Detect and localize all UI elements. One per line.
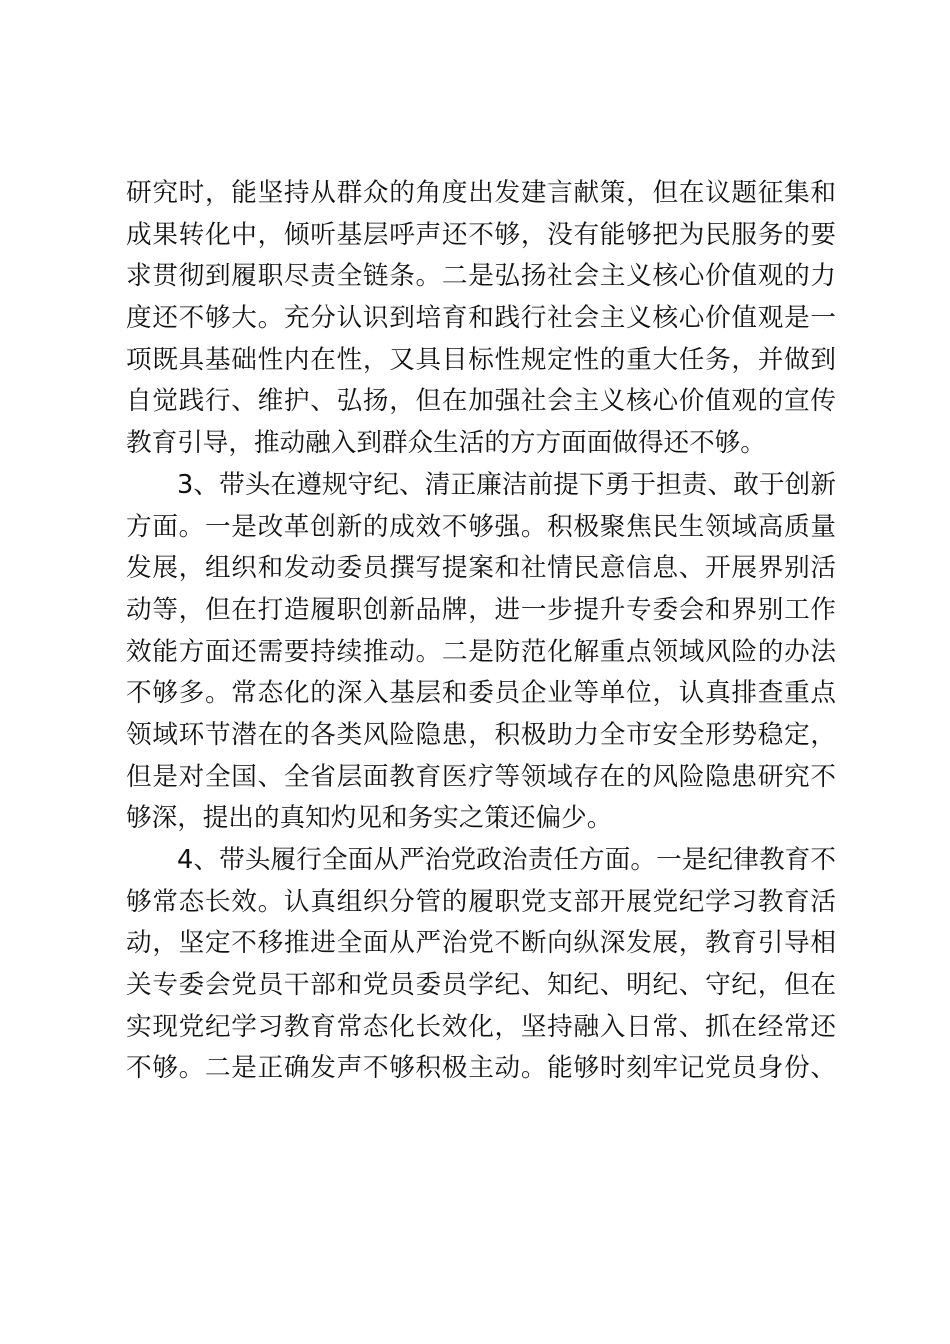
text-line: 自觉践行、维护、弘扬，但在加强社会主义核心价值观的宣传 (126, 386, 836, 417)
text-line: 成果转化中，倾听基层呼声还不够，没有能够把为民服务的要 (126, 219, 836, 250)
text-line: 研究时，能坚持从群众的角度出发建言献策，但在议题征集和 (126, 178, 836, 208)
text-line: 关专委会党员干部和党员委员学纪、知纪、明纪、守纪，但在 (126, 970, 836, 1001)
text-line: 效能方面还需要持续推动。二是防范化解重点领域风险的办法 (126, 636, 836, 667)
document-body (126, 173, 836, 1090)
text-line: 教育引导，推动融入到群众生活的方方面面做得还不够。 (126, 428, 766, 459)
text-line: 够常态长效。认真组织分管的履职党支部开展党纪学习教育活 (126, 886, 836, 917)
text-line: 但是对全国、全省层面教育医疗等领域存在的风险隐患研究不 (126, 761, 836, 792)
paragraph-start-line: 3、带头在遵规守纪、清正廉洁前提下勇于担责、敢于创新 (177, 469, 836, 500)
text-line: 不够多。常态化的深入基层和委员企业等单位，认真排查重点 (126, 678, 836, 709)
text-line: 方面。一是改革创新的成效不够强。积极聚焦民生领域高质量 (126, 511, 836, 542)
text-line: 领域环节潜在的各类风险隐患，积极助力全市安全形势稳定， (126, 719, 836, 750)
text-line: 度还不够大。充分认识到培育和践行社会主义核心价值观是一 (126, 303, 836, 334)
paragraph-start-line: 4、带头履行全面从严治党政治责任方面。一是纪律教育不 (177, 845, 836, 875)
text-line: 实现党纪学习教育常态化长效化，坚持融入日常、抓在经常还 (126, 1011, 836, 1042)
text-line: 不够。二是正确发声不够积极主动。能够时刻牢记党员身份、 (126, 1053, 836, 1084)
text-line: 够深，提出的真知灼见和务实之策还偏少。 (126, 803, 613, 834)
text-line: 项既具基础性内在性，又具目标性规定性的重大任务，并做到 (126, 344, 836, 375)
text-line: 求贯彻到履职尽责全链条。二是弘扬社会主义核心价值观的力 (126, 261, 836, 292)
text-line: 动，坚定不移推进全面从严治党不断向纵深发展，教育引导相 (126, 928, 836, 959)
text-line: 发展，组织和发动委员撰写提案和社情民意信息、开展界别活 (126, 553, 836, 584)
text-line: 动等，但在打造履职创新品牌，进一步提升专委会和界别工作 (126, 594, 836, 625)
